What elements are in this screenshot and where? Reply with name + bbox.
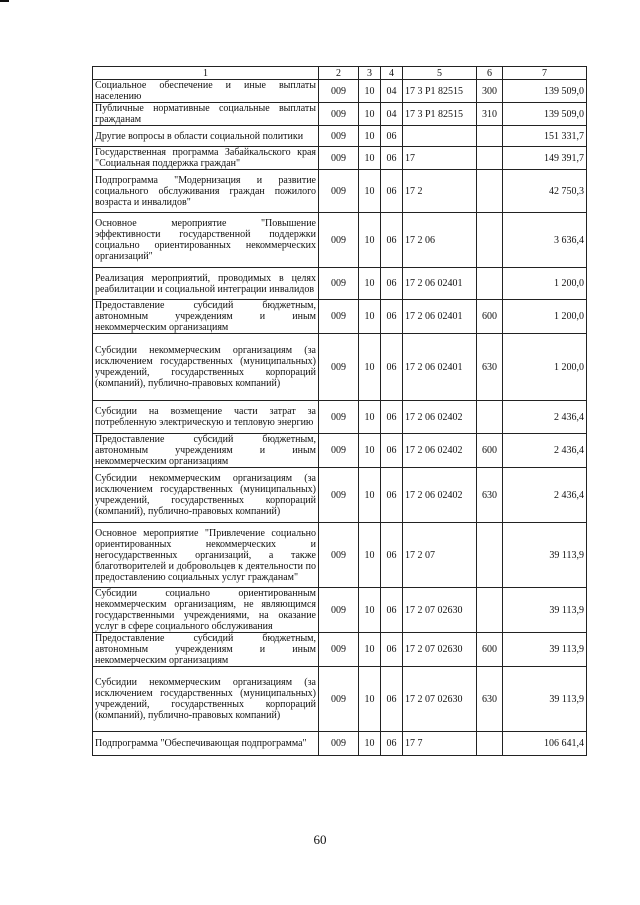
row-expense-type [477,523,503,588]
table-row [93,170,587,213]
row-subsection-code: 06 [381,334,403,401]
row-target-code: 17 2 07 02630 [403,633,477,667]
row-expense-type: 600 [477,633,503,667]
table-row [93,468,587,523]
row-section-code: 10 [359,523,381,588]
row-subsection-code: 06 [381,468,403,523]
row-subsection-code: 06 [381,401,403,434]
row-subsection-code: 06 [381,434,403,468]
col-header-type: 6 [477,67,503,80]
row-name-cell: Предоставление субсидий бюджетным, автономным учреждениям и иным некоммерческим организациям [93,633,319,667]
row-subsection-code: 04 [381,103,403,126]
row-amount: 1 200,0 [503,334,587,401]
row-admin-code: 009 [319,147,359,170]
table-row [93,667,587,732]
col-header-subsection: 4 [381,67,403,80]
row-admin-code: 009 [319,213,359,268]
row-name-cell: Подпрограмма "Обеспечивающая подпрограмма" [93,732,319,756]
row-name-cell: Другие вопросы в области социальной политики [93,126,319,147]
header-row [93,67,587,80]
row-amount: 39 113,9 [503,523,587,588]
row-amount: 2 436,4 [503,434,587,468]
row-name-cell: Субсидии на возмещение части затрат за потребленную электрическую и тепловую энергию [93,401,319,434]
row-amount: 1 200,0 [503,268,587,300]
row-amount: 42 750,3 [503,170,587,213]
row-name-cell: Субсидии социально ориентированным некоммерческим организациям, не являющимся государственными учреждениями, на оказание услуг в сфере социального обслуживания [93,588,319,633]
row-target-code: 17 2 06 02401 [403,300,477,334]
row-target-code: 17 2 06 02402 [403,468,477,523]
row-target-code: 17 3 P1 82515 [403,80,477,103]
table-row [93,213,587,268]
row-target-code: 17 2 06 02401 [403,334,477,401]
row-expense-type [477,147,503,170]
table-row [93,80,587,103]
row-expense-type [477,401,503,434]
row-subsection-code: 06 [381,268,403,300]
row-amount: 2 436,4 [503,401,587,434]
row-expense-type: 630 [477,334,503,401]
row-admin-code: 009 [319,588,359,633]
row-admin-code: 009 [319,80,359,103]
row-amount: 151 331,7 [503,126,587,147]
row-expense-type [477,268,503,300]
row-section-code: 10 [359,588,381,633]
row-section-code: 10 [359,732,381,756]
row-admin-code: 009 [319,126,359,147]
col-header-section: 3 [359,67,381,80]
row-amount: 1 200,0 [503,300,587,334]
row-amount: 149 391,7 [503,147,587,170]
row-expense-type: 310 [477,103,503,126]
row-subsection-code: 06 [381,126,403,147]
row-target-code: 17 2 06 02401 [403,268,477,300]
row-name-cell: Субсидии некоммерческим организациям (за исключением государственных (муниципальных) учреждений, государственных корпораций (компаний), публично-правовых компаний) [93,667,319,732]
row-expense-type [477,126,503,147]
table-row [93,523,587,588]
row-subsection-code: 06 [381,633,403,667]
row-target-code: 17 2 06 02402 [403,401,477,434]
row-admin-code: 009 [319,633,359,667]
row-section-code: 10 [359,147,381,170]
row-amount: 139 509,0 [503,103,587,126]
table-row [93,103,587,126]
row-target-code: 17 7 [403,732,477,756]
col-header-admin: 2 [319,67,359,80]
page-edge-mark [0,0,9,2]
row-subsection-code: 06 [381,732,403,756]
row-subsection-code: 06 [381,588,403,633]
col-header-amount: 7 [503,67,587,80]
row-amount: 2 436,4 [503,468,587,523]
row-section-code: 10 [359,126,381,147]
row-target-code: 17 2 07 02630 [403,588,477,633]
row-name-cell: Реализация мероприятий, проводимых в целях реабилитации и социальной интеграции инвалидов [93,268,319,300]
table-row [93,126,587,147]
row-expense-type [477,213,503,268]
row-name-cell: Предоставление субсидий бюджетным, автономным учреждениям и иным некоммерческим организациям [93,300,319,334]
table-row [93,588,587,633]
row-section-code: 10 [359,401,381,434]
row-expense-type [477,732,503,756]
row-subsection-code: 06 [381,667,403,732]
row-name-cell: Социальное обеспечение и иные выплаты населению [93,80,319,103]
row-target-code: 17 2 [403,170,477,213]
row-target-code: 17 3 P1 82515 [403,103,477,126]
row-admin-code: 009 [319,300,359,334]
row-subsection-code: 06 [381,300,403,334]
table-row [93,401,587,434]
row-admin-code: 009 [319,732,359,756]
row-expense-type [477,170,503,213]
row-section-code: 10 [359,434,381,468]
table-row [93,633,587,667]
row-name-cell: Публичные нормативные социальные выплаты гражданам [93,103,319,126]
col-header-target: 5 [403,67,477,80]
row-name-cell: Государственная программа Забайкальского края "Социальная поддержка граждан" [93,147,319,170]
row-target-code [403,126,477,147]
row-subsection-code: 06 [381,147,403,170]
page-number: 60 [313,832,327,847]
row-section-code: 10 [359,268,381,300]
row-section-code: 10 [359,103,381,126]
row-admin-code: 009 [319,268,359,300]
row-target-code: 17 2 06 [403,213,477,268]
row-subsection-code: 04 [381,80,403,103]
row-admin-code: 009 [319,170,359,213]
table-row [93,334,587,401]
row-section-code: 10 [359,468,381,523]
row-target-code: 17 2 07 [403,523,477,588]
row-admin-code: 009 [319,468,359,523]
row-amount: 106 641,4 [503,732,587,756]
row-target-code: 17 2 06 02402 [403,434,477,468]
budget-table [92,66,587,756]
table-row [93,147,587,170]
row-admin-code: 009 [319,523,359,588]
row-subsection-code: 06 [381,170,403,213]
row-section-code: 10 [359,170,381,213]
row-subsection-code: 06 [381,523,403,588]
row-expense-type: 600 [477,434,503,468]
row-amount: 3 636,4 [503,213,587,268]
row-target-code: 17 [403,147,477,170]
row-section-code: 10 [359,633,381,667]
row-target-code: 17 2 07 02630 [403,667,477,732]
row-admin-code: 009 [319,434,359,468]
row-name-cell: Субсидии некоммерческим организациям (за исключением государственных (муниципальных) учреждений, государственных корпораций (компаний), публично-правовых компаний) [93,334,319,401]
row-section-code: 10 [359,334,381,401]
table-row [93,300,587,334]
row-section-code: 10 [359,300,381,334]
row-expense-type: 600 [477,300,503,334]
row-admin-code: 009 [319,401,359,434]
table-row [93,732,587,756]
row-amount: 39 113,9 [503,667,587,732]
row-admin-code: 009 [319,103,359,126]
table-row [93,268,587,300]
row-expense-type: 630 [477,667,503,732]
row-amount: 39 113,9 [503,588,587,633]
row-name-cell: Основное мероприятие "Привлечение социально ориентированных некоммерческих и негосударственных организаций, а также благотворителей и добровольцев к деятельности по предоставлению социальных услуг гражданам" [93,523,319,588]
row-expense-type: 300 [477,80,503,103]
row-name-cell: Подпрограмма "Модернизация и развитие социального обслуживания граждан пожилого возраста и инвалидов" [93,170,319,213]
row-name-cell: Субсидии некоммерческим организациям (за исключением государственных (муниципальных) учреждений, государственных корпораций (компаний), публично-правовых компаний) [93,468,319,523]
row-section-code: 10 [359,213,381,268]
col-header-name: 1 [93,67,319,80]
row-admin-code: 009 [319,334,359,401]
row-name-cell: Предоставление субсидий бюджетным, автономным учреждениям и иным некоммерческим организациям [93,434,319,468]
row-subsection-code: 06 [381,213,403,268]
row-section-code: 10 [359,667,381,732]
row-amount: 139 509,0 [503,80,587,103]
row-admin-code: 009 [319,667,359,732]
row-expense-type [477,588,503,633]
row-expense-type: 630 [477,468,503,523]
row-amount: 39 113,9 [503,633,587,667]
row-name-cell: Основное мероприятие "Повышение эффективности государственной поддержки социально ориентированных некоммерческих организаций" [93,213,319,268]
row-section-code: 10 [359,80,381,103]
table-row [93,434,587,468]
